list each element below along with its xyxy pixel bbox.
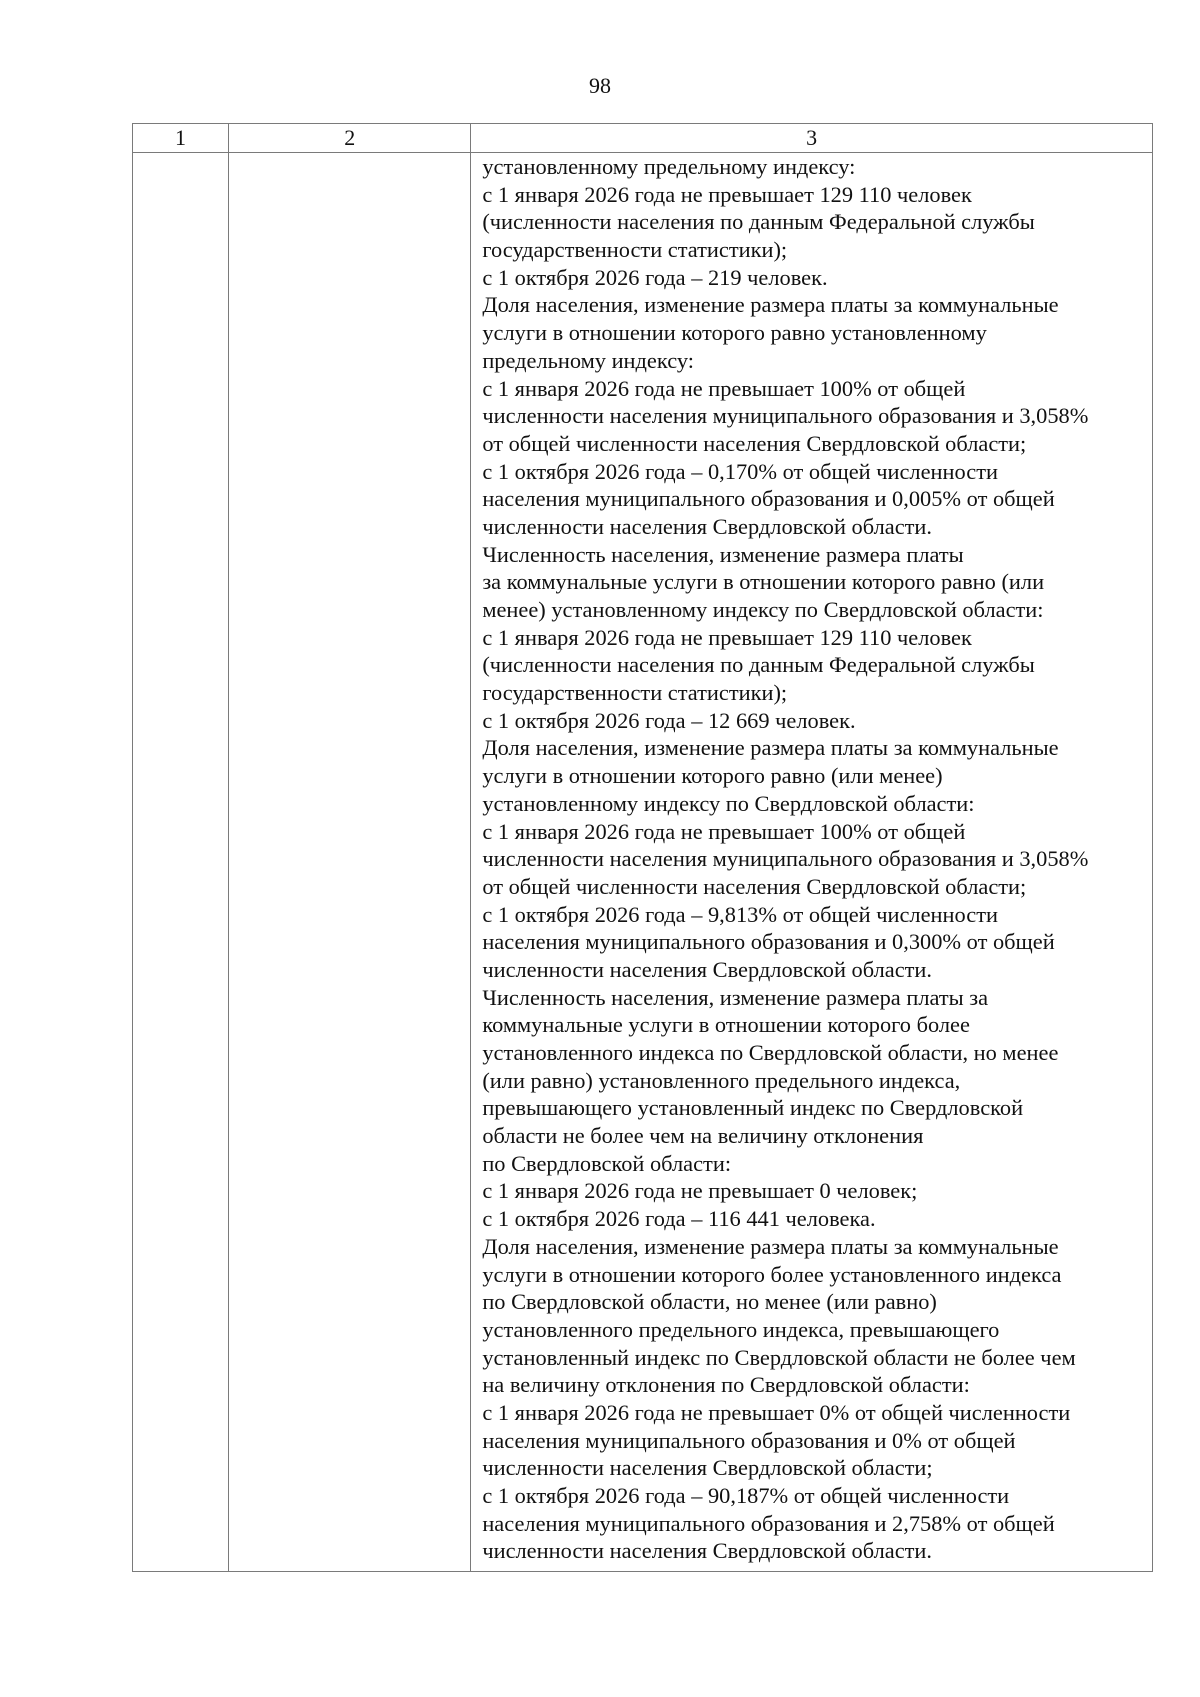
text-line: за коммунальные услуги в отношении которого равно (или <box>482 569 1045 595</box>
text-line: Доля населения, изменение размера платы за коммунальные <box>482 292 1059 318</box>
text-line: населения муниципального образования и 2,758% от общей <box>482 1510 1055 1536</box>
text-line: государственности статистики); <box>482 237 788 263</box>
text-line: услуги в отношении которого равно (или менее) <box>482 763 943 789</box>
text-line: государственности статистики); <box>482 680 788 706</box>
text-line: установленный индекс по Свердловской области не более чем <box>482 1344 1076 1370</box>
table-header-row <box>133 124 1153 153</box>
cell-col2 <box>229 153 471 1572</box>
text-line: (или равно) установленного предельного индекса, <box>482 1067 961 1093</box>
cell-col3-text <box>471 153 1152 1565</box>
text-line: с 1 января 2026 года не превышает 0% от общей численности <box>482 1399 1071 1425</box>
text-line: коммунальные услуги в отношении которого более <box>482 1012 970 1038</box>
text-line: установленному индексу по Свердловской области: <box>482 790 975 816</box>
text-line: Доля населения, изменение размера платы за коммунальные <box>482 735 1059 761</box>
text-line: с 1 октября 2026 года – 90,187% от общей численности <box>482 1483 1010 1508</box>
text-line: (численности населения по данным Федеральной службы <box>482 209 1035 235</box>
text-line: с 1 января 2026 года не превышает 100% от общей <box>482 818 966 844</box>
text-line: на величину отклонения по Свердловской области: <box>482 1372 970 1398</box>
text-line: от общей численности населения Свердловской области; <box>482 430 1027 456</box>
text-line: услуги в отношении которого более установленного индекса <box>482 1261 1062 1287</box>
text-line: установленному предельному индексу: <box>482 154 856 179</box>
text-line: менее) установленному индексу по Свердловской области: <box>482 597 1044 622</box>
text-line: с 1 октября 2026 года – 116 441 человека. <box>482 1206 876 1232</box>
text-line: с 1 января 2026 года не превышает 129 110 человек <box>482 624 972 650</box>
text-line: предельному индексу: <box>482 347 694 373</box>
text-line: установленного индекса по Свердловской области, но менее <box>482 1040 1059 1065</box>
text-line: численности населения Свердловской области. <box>482 513 932 539</box>
cell-col3 <box>471 153 1153 1572</box>
text-line: превышающего установленный индекс по Свердловской <box>482 1095 1024 1121</box>
text-line: по Свердловской области, но менее (или равно) <box>482 1289 937 1315</box>
text-line: населения муниципального образования и 0,005% от общей <box>482 486 1055 512</box>
column-header-2: 2 <box>229 124 471 153</box>
text-line: численности населения Свердловской области. <box>482 956 932 982</box>
text-line: с 1 октября 2026 года – 219 человек. <box>482 264 828 290</box>
text-line: с 1 января 2026 года не превышает 0 человек; <box>482 1178 918 1204</box>
cell-col1 <box>133 153 229 1572</box>
text-line: населения муниципального образования и 0% от общей <box>482 1427 1016 1453</box>
text-line: (численности населения по данным Федеральной службы <box>482 652 1035 678</box>
text-line: с 1 октября 2026 года – 12 669 человек. <box>482 707 856 733</box>
text-line: Доля населения, изменение размера платы за коммунальные <box>482 1233 1059 1259</box>
text-line: с 1 октября 2026 года – 9,813% от общей численности <box>482 901 998 927</box>
text-line: услуги в отношении которого равно установленному <box>482 320 987 346</box>
text-line: области не более чем на величину отклонения <box>482 1123 924 1149</box>
text-line: населения муниципального образования и 0,300% от общей <box>482 929 1055 955</box>
text-line: численности населения Свердловской области. <box>482 1538 932 1564</box>
table-row <box>133 153 1153 1572</box>
text-line: установленного предельного индекса, превышающего <box>482 1316 1000 1342</box>
text-line: с 1 октября 2026 года – 0,170% от общей численности <box>482 458 998 484</box>
column-header-1: 1 <box>133 124 229 153</box>
text-line: с 1 января 2026 года не превышает 129 110 человек <box>482 181 972 207</box>
page-number: 98 <box>589 73 611 98</box>
text-line: от общей численности населения Свердловской области; <box>482 873 1027 899</box>
document-table <box>132 123 1153 1572</box>
column-header-3: 3 <box>471 124 1153 153</box>
text-line: численности населения Свердловской области; <box>482 1455 933 1481</box>
text-line: по Свердловской области: <box>482 1150 732 1176</box>
text-line: численности населения муниципального образования и 3,058% <box>482 846 1089 872</box>
text-line: Численность населения, изменение размера платы <box>482 541 964 567</box>
text-line: с 1 января 2026 года не превышает 100% от общей <box>482 375 966 401</box>
text-line: численности населения муниципального образования и 3,058% <box>482 403 1089 429</box>
text-line: Численность населения, изменение размера платы за <box>482 984 989 1010</box>
